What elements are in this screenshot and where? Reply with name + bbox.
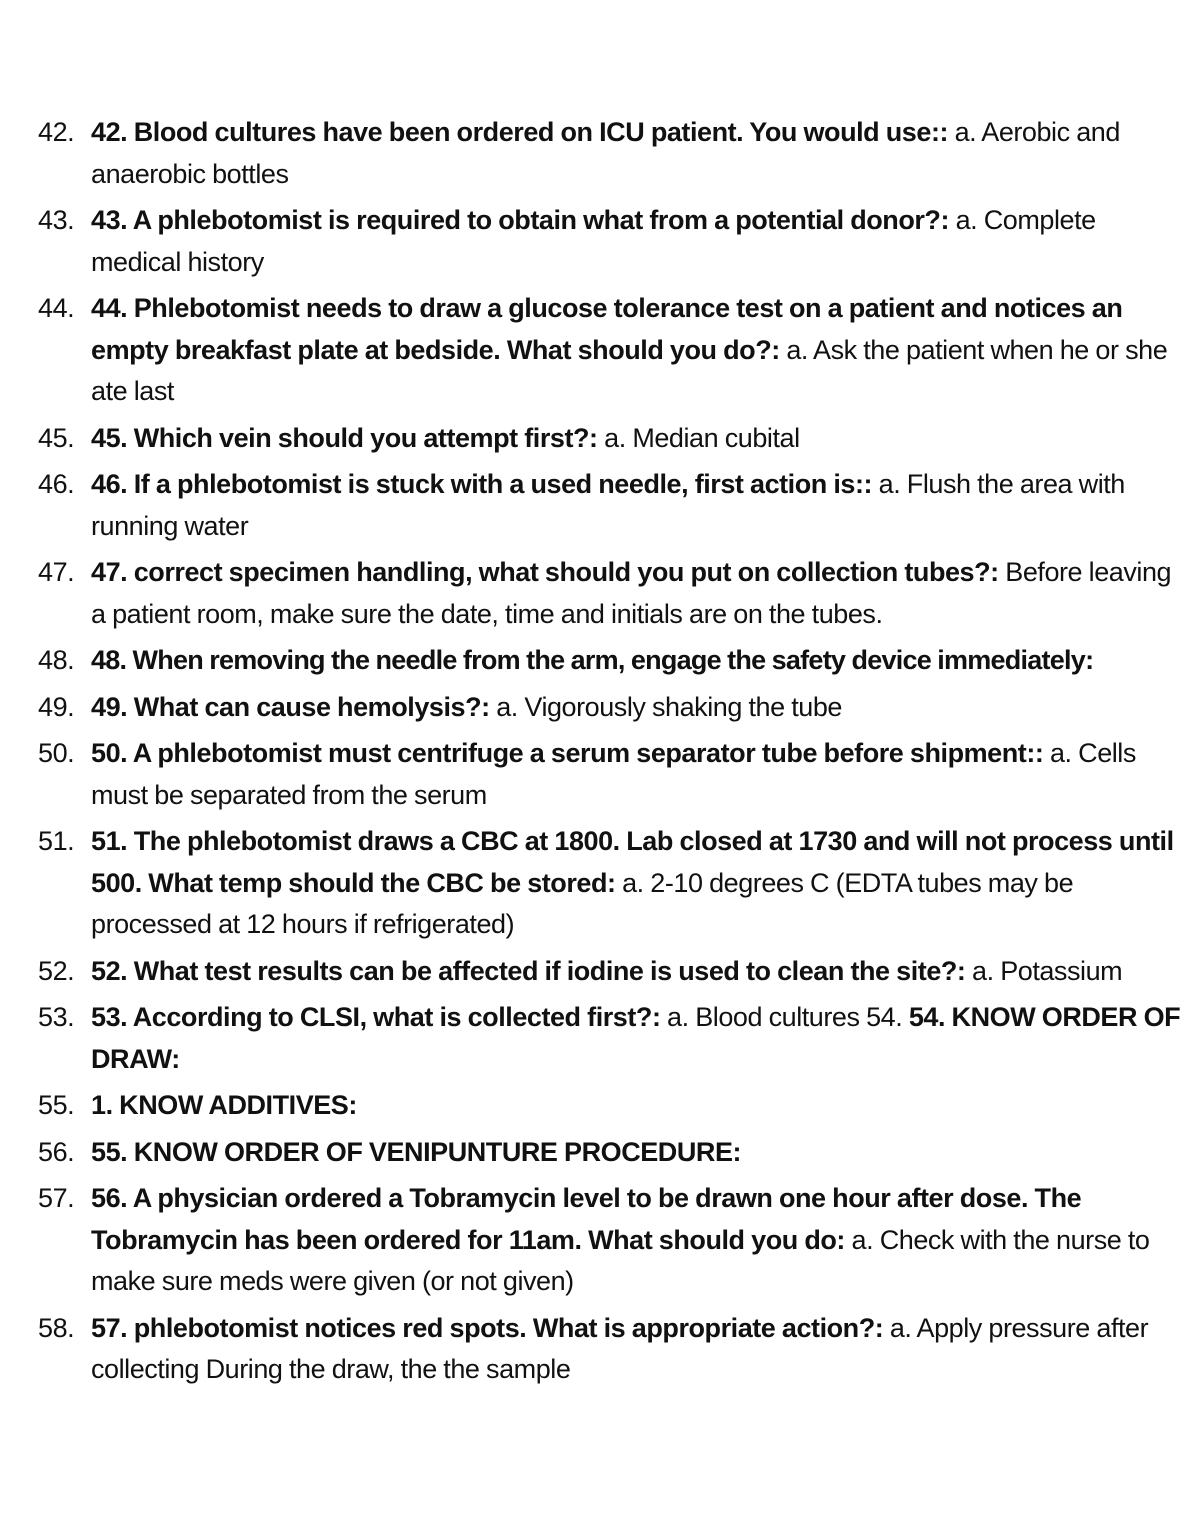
list-item bbox=[38, 997, 1184, 1080]
item-number: 48. bbox=[38, 645, 75, 675]
question-text: 56. A physician ordered a Tobramycin level to be drawn one hour after dose. The Tobramycin has been ordered for 11am. What should you do: bbox=[91, 1183, 1082, 1255]
list-item bbox=[38, 1308, 1184, 1391]
item-number: 56. bbox=[38, 1136, 75, 1167]
list-item bbox=[38, 418, 1184, 460]
question-text: 57. phlebotomist notices red spots. What is appropriate action?: bbox=[91, 1312, 884, 1343]
answer-text: a. Median cubital bbox=[597, 422, 800, 453]
answer-text: a. Vigorously shaking the tube bbox=[489, 691, 842, 722]
list-item bbox=[38, 112, 1184, 195]
list-item bbox=[38, 200, 1184, 283]
list-item bbox=[38, 821, 1184, 946]
list-item bbox=[38, 1178, 1184, 1303]
item-number: 50. bbox=[38, 738, 75, 768]
item-number: 57. bbox=[38, 1183, 75, 1213]
list-item bbox=[38, 552, 1184, 635]
answer-text: a. 2-10 degrees C (EDTA tubes may be processed at 12 hours if refrigerated) bbox=[91, 867, 1074, 939]
question-text-secondary: 54. KNOW ORDER OF DRAW: bbox=[91, 1002, 1181, 1074]
list-item bbox=[38, 288, 1184, 413]
question-list bbox=[38, 112, 1184, 1396]
item-number: 51. bbox=[38, 826, 75, 856]
list-item bbox=[38, 733, 1184, 816]
item-number: 55. bbox=[38, 1090, 75, 1120]
list-item bbox=[38, 1085, 1184, 1127]
question-text: 46. If a phlebotomist is stuck with a used needle, first action is:: bbox=[91, 469, 873, 499]
answer-text: a. Cells must be separated from the serum bbox=[91, 738, 1136, 810]
answer-text: a. Check with the nurse to make sure meds were given (or not given) bbox=[91, 1224, 1150, 1296]
answer-text: a. Potassium bbox=[965, 955, 1123, 986]
list-item bbox=[38, 1132, 1184, 1174]
answer-text: a. Complete medical history bbox=[91, 205, 1096, 277]
question-text: 49. What can cause hemolysis?: bbox=[91, 691, 490, 722]
list-item bbox=[38, 687, 1184, 729]
item-number: 46. bbox=[38, 469, 75, 499]
item-number: 47. bbox=[38, 557, 75, 587]
list-item bbox=[38, 951, 1184, 993]
answer-text: a. Apply pressure after collecting During the draw, the the sample bbox=[91, 1312, 1149, 1384]
list-item bbox=[38, 464, 1184, 547]
question-text: 42. Blood cultures have been ordered on ICU patient. You would use:: bbox=[91, 117, 949, 147]
question-text: 47. correct specimen handling, what should you put on collection tubes?: bbox=[91, 557, 999, 587]
question-text: 51. The phlebotomist draws a CBC at 1800. Lab closed at 1730 and will not process until 500. What temp should the CBC be stored: bbox=[91, 826, 1174, 898]
question-text: 1. KNOW ADDITIVES: bbox=[91, 1090, 357, 1120]
question-text: 50. A phlebotomist must centrifuge a serum separator tube before shipment:: bbox=[91, 738, 1044, 768]
answer-text: a. Blood cultures 54. bbox=[660, 1002, 909, 1032]
answer-text: a. Aerobic and anaerobic bottles bbox=[91, 117, 1120, 189]
list-item bbox=[38, 640, 1184, 682]
item-number: 45. bbox=[38, 422, 75, 453]
question-text: 55. KNOW ORDER OF VENIPUNTURE PROCEDURE: bbox=[91, 1136, 742, 1167]
answer-text: a. Ask the patient when he or she ate last bbox=[91, 334, 1168, 406]
question-text: 48. When removing the needle from the arm, engage the safety device immediately: bbox=[91, 645, 1094, 675]
item-number: 43. bbox=[38, 205, 75, 235]
answer-text: Before leaving a patient room, make sure the date, time and initials are on the tubes. bbox=[91, 557, 1172, 629]
item-number: 49. bbox=[38, 691, 75, 722]
item-number: 52. bbox=[38, 955, 75, 986]
item-number: 44. bbox=[38, 293, 75, 323]
question-text: 43. A phlebotomist is required to obtain what from a potential donor?: bbox=[91, 205, 950, 235]
question-text: 44. Phlebotomist needs to draw a glucose tolerance test on a patient and notices an empty breakfast plate at bedside. What should you do?: bbox=[91, 293, 1123, 365]
question-text: 45. Which vein should you attempt first?: bbox=[91, 422, 598, 453]
item-number: 58. bbox=[38, 1312, 75, 1343]
item-number: 53. bbox=[38, 1002, 75, 1032]
item-number: 42. bbox=[38, 117, 75, 147]
question-text: 52. What test results can be affected if iodine is used to clean the site?: bbox=[91, 955, 966, 986]
answer-text: a. Flush the area with running water bbox=[91, 469, 1125, 541]
question-text: 53. According to CLSI, what is collected first?: bbox=[91, 1002, 661, 1032]
